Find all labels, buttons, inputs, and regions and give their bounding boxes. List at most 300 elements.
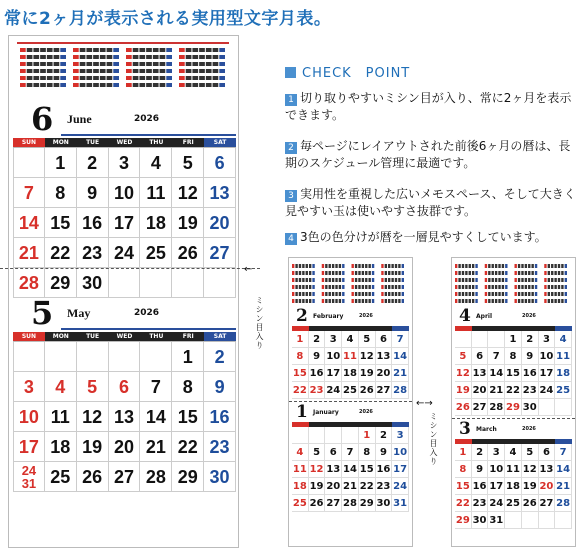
mini-day-mark	[355, 278, 357, 282]
day-cell: 10	[13, 402, 45, 432]
mini-day-mark	[475, 299, 477, 303]
day-cell: 17	[109, 208, 141, 238]
mini-day-mark	[565, 292, 567, 296]
mini-day-mark	[465, 292, 467, 296]
mini-day-mark	[472, 285, 474, 289]
month-year: 2026	[522, 313, 536, 319]
mini-day-mark	[133, 69, 139, 73]
day-cell: 12	[522, 461, 539, 478]
mini-day-mark	[206, 48, 212, 52]
mini-day-mark	[395, 264, 397, 268]
mini-day-mark	[126, 48, 132, 52]
day-cell: 4	[555, 331, 572, 348]
day-cell: 12	[77, 402, 109, 432]
mini-day-mark	[551, 278, 553, 282]
mini-day-mark	[206, 55, 212, 59]
mini-day-mark	[213, 55, 219, 59]
mini-day-mark	[73, 76, 79, 80]
mini-day-mark	[518, 299, 520, 303]
mini-day-mark	[355, 285, 357, 289]
mini-day-mark	[505, 292, 507, 296]
day-cell: 3	[392, 427, 409, 444]
may-panel	[9, 294, 240, 492]
mini-day-mark	[60, 55, 66, 59]
mini-day-mark	[521, 292, 523, 296]
mini-day-mark	[402, 278, 404, 282]
mini-day-mark	[558, 264, 560, 268]
day-cell: 4	[140, 148, 172, 178]
day-cell: 15	[455, 478, 472, 495]
mini-day-mark	[518, 292, 520, 296]
day-cell: 26	[359, 382, 376, 399]
mini-day-mark	[292, 278, 294, 282]
mini-day-mark	[368, 292, 370, 296]
mini-day-mark	[388, 285, 390, 289]
mini-day-mark	[495, 271, 497, 275]
mini-day-mark	[80, 62, 86, 66]
mini-day-mark	[166, 55, 172, 59]
day-cell: 14	[342, 461, 359, 478]
mini-day-mark	[551, 271, 553, 275]
mini-day-mark	[113, 69, 119, 73]
mini-day-mark	[312, 299, 314, 303]
mini-day-mark	[381, 278, 383, 282]
day-cell: 13	[376, 348, 393, 365]
mini-day-mark	[565, 278, 567, 282]
mini-day-mark	[395, 278, 397, 282]
mini-day-mark	[153, 83, 159, 87]
mini-day-mark	[472, 292, 474, 296]
item-number: 3	[285, 190, 297, 202]
mini-day-mark	[133, 62, 139, 66]
day-cell: 25	[342, 382, 359, 399]
mini-day-mark	[535, 299, 537, 303]
day-cell	[140, 268, 172, 298]
day-cell: 15	[292, 365, 309, 382]
mini-day-mark	[306, 264, 308, 268]
mini-day-mark	[554, 264, 556, 268]
mini-day-mark	[47, 76, 53, 80]
mini-day-mark	[80, 55, 86, 59]
mini-day-mark	[153, 48, 159, 52]
mini-day-mark	[295, 271, 297, 275]
mini-day-mark	[462, 264, 464, 268]
mini-day-mark	[60, 62, 66, 66]
weekday-label: FRI	[172, 138, 204, 147]
mini-day-mark	[565, 264, 567, 268]
day-cell: 16	[472, 478, 489, 495]
mini-day-mark	[398, 278, 400, 282]
day-cell: 27	[204, 238, 236, 268]
mini-day-mark	[381, 299, 383, 303]
mini-day-mark	[33, 83, 39, 87]
mini-day-mark	[362, 278, 364, 282]
mini-day-mark	[335, 285, 337, 289]
mini-day-mark	[548, 292, 550, 296]
day-cell: 24	[325, 382, 342, 399]
month-year: 2026	[134, 308, 160, 318]
mini-day-mark	[213, 83, 219, 87]
mini-day-mark	[531, 271, 533, 275]
mini-day-mark	[342, 299, 344, 303]
mini-day-mark	[20, 69, 26, 73]
june-grid	[13, 147, 236, 298]
day-cell: 14	[392, 348, 409, 365]
day-cell: 7	[555, 444, 572, 461]
mini-day-mark	[54, 69, 60, 73]
mini-day-mark	[292, 285, 294, 289]
day-cell: 19	[522, 478, 539, 495]
item-text: 切り取りやすいミシン目が入り、常に2ヶ月を表示できます。	[285, 91, 572, 122]
weekday-label: SAT	[204, 332, 236, 341]
day-cell: 5	[455, 348, 472, 365]
day-cell: 26	[77, 462, 109, 492]
day-cell	[172, 268, 204, 298]
mini-day-mark	[355, 292, 357, 296]
square-icon	[285, 67, 296, 78]
day-cell: 8	[359, 444, 376, 461]
mini-day-mark	[458, 264, 460, 268]
mini-day-mark	[100, 69, 106, 73]
mini-day-mark	[565, 299, 567, 303]
mini-day-mark	[488, 264, 490, 268]
mini-day-mark	[339, 299, 341, 303]
mini-day-mark	[502, 271, 504, 275]
mini-day-mark	[20, 83, 26, 87]
month-name: June	[67, 112, 92, 126]
mini-day-mark	[80, 83, 86, 87]
mini-day-mark	[554, 278, 556, 282]
day-cell: 22	[505, 382, 522, 399]
mini-day-mark	[554, 292, 556, 296]
mini-day-mark	[515, 278, 517, 282]
mini-day-mark	[219, 83, 225, 87]
mini-day-mark	[325, 271, 327, 275]
mini-day-mark	[388, 278, 390, 282]
day-cell: 24	[392, 478, 409, 495]
mini-day-mark	[362, 285, 364, 289]
mini-day-mark	[302, 285, 304, 289]
day-cell: 30	[204, 462, 236, 492]
mini-day-mark	[332, 264, 334, 268]
mini-day-mark	[199, 62, 205, 66]
mini-day-mark	[561, 271, 563, 275]
mini-day-mark	[192, 55, 198, 59]
day-cell	[77, 342, 109, 372]
mini-day-mark	[86, 48, 92, 52]
mini-day-mark	[395, 285, 397, 289]
mini-day-mark	[475, 285, 477, 289]
mini-day-mark	[295, 264, 297, 268]
day-cell: 23	[522, 382, 539, 399]
weekday-label: MON	[45, 332, 77, 341]
day-cell: 3	[539, 331, 556, 348]
mini-day-mark	[485, 292, 487, 296]
month-number: 2	[296, 306, 308, 326]
day-cell: 19	[359, 365, 376, 382]
day-cell: 21	[555, 478, 572, 495]
day-cell: 7	[488, 348, 505, 365]
mini-day-mark	[295, 292, 297, 296]
mini-day-mark	[86, 69, 92, 73]
day-cell: 7	[342, 444, 359, 461]
mini-day-mark	[395, 299, 397, 303]
day-cell: 5	[359, 331, 376, 348]
day-cell: 22	[45, 238, 77, 268]
mini-day-mark	[332, 292, 334, 296]
mini-day-mark	[515, 271, 517, 275]
day-cell	[45, 342, 77, 372]
mini-day-mark	[561, 278, 563, 282]
mini-day-mark	[47, 55, 53, 59]
april-panel	[452, 308, 575, 416]
mini-day-mark	[100, 76, 106, 80]
mini-day-mark	[465, 278, 467, 282]
mini-day-mark	[385, 292, 387, 296]
day-cell	[522, 512, 539, 529]
mini-day-mark	[186, 48, 192, 52]
mini-day-mark	[498, 271, 500, 275]
mini-day-mark	[485, 271, 487, 275]
mini-day-mark	[505, 278, 507, 282]
mini-day-mark	[544, 278, 546, 282]
mini-day-mark	[558, 292, 560, 296]
mini-day-mark	[525, 264, 527, 268]
day-cell: 10	[488, 461, 505, 478]
mini-day-mark	[391, 299, 393, 303]
item-text: 実用性を重視した広いメモスペース、そして大きく見やすい玉は使いやすさ抜群です。	[285, 187, 576, 218]
mini-day-mark	[495, 299, 497, 303]
mini-day-mark	[495, 264, 497, 268]
day-cell: 20	[204, 208, 236, 238]
mini-day-mark	[295, 278, 297, 282]
mini-day-mark	[86, 83, 92, 87]
weekday-label: TUE	[77, 138, 109, 147]
mini-day-mark	[385, 285, 387, 289]
day-cell: 12	[172, 178, 204, 208]
mini-day-mark	[160, 48, 166, 52]
mini-day-mark	[372, 292, 374, 296]
item-number: 2	[285, 142, 297, 154]
mini-day-mark	[179, 69, 185, 73]
mini-day-mark	[80, 48, 86, 52]
mini-day-mark	[365, 271, 367, 275]
mini-day-mark	[309, 292, 311, 296]
mini-day-mark	[306, 299, 308, 303]
day-cell: 1	[359, 427, 376, 444]
mini-day-mark	[402, 299, 404, 303]
mini-day-mark	[488, 278, 490, 282]
mini-day-mark	[391, 264, 393, 268]
mini-day-mark	[113, 62, 119, 66]
day-cell: 22	[172, 432, 204, 462]
mini-day-mark	[528, 292, 530, 296]
mini-day-mark	[465, 299, 467, 303]
day-cell	[204, 268, 236, 298]
weekday-label: SUN	[13, 138, 45, 147]
mini-calendars-svg	[452, 258, 571, 306]
mini-day-mark	[54, 62, 60, 66]
january-grid	[292, 427, 409, 512]
mini-day-mark	[133, 83, 139, 87]
mini-day-mark	[329, 299, 331, 303]
mini-day-mark	[352, 264, 354, 268]
mini-day-mark	[139, 76, 145, 80]
mini-day-mark	[166, 48, 172, 52]
month-name: April	[476, 313, 493, 320]
day-cell: 11	[140, 178, 172, 208]
month-year: 2026	[134, 114, 160, 124]
mini-day-mark	[458, 271, 460, 275]
mini-day-mark	[306, 271, 308, 275]
day-cell: 24	[109, 238, 141, 268]
mini-day-mark	[365, 299, 367, 303]
mini-day-mark	[335, 299, 337, 303]
mini-calendars-graphic	[452, 258, 575, 308]
mini-day-mark	[455, 278, 457, 282]
mini-day-mark	[469, 264, 471, 268]
item-text: 毎ページにレイアウトされた前後6ヶ月の暦は、長期のスケジュール管理に最適です。	[285, 139, 571, 170]
day-cell: 6	[539, 444, 556, 461]
mini-day-mark	[561, 285, 563, 289]
mini-day-mark	[213, 76, 219, 80]
mini-day-mark	[27, 62, 33, 66]
mini-day-mark	[502, 264, 504, 268]
mini-day-mark	[518, 264, 520, 268]
mini-day-mark	[398, 285, 400, 289]
day-cell: 22	[359, 478, 376, 495]
day-cell	[472, 331, 489, 348]
mini-day-mark	[139, 83, 145, 87]
day-cell: 3	[325, 331, 342, 348]
mini-day-mark	[458, 299, 460, 303]
mini-day-mark	[358, 278, 360, 282]
mini-day-mark	[355, 271, 357, 275]
mini-day-mark	[355, 299, 357, 303]
day-cell: 8	[292, 348, 309, 365]
mini-day-mark	[206, 69, 212, 73]
mini-day-mark	[133, 48, 139, 52]
day-cell: 16	[376, 461, 393, 478]
mini-day-mark	[368, 299, 370, 303]
day-cell: 13	[539, 461, 556, 478]
mini-day-mark	[302, 292, 304, 296]
mini-day-mark	[544, 285, 546, 289]
mini-day-mark	[179, 83, 185, 87]
mini-day-mark	[365, 292, 367, 296]
day-cell: 3	[13, 372, 45, 402]
item-text: 3色の色分けが暦を一層見やすくしています。	[300, 230, 547, 244]
day-cell: 13	[325, 461, 342, 478]
mini-day-mark	[335, 292, 337, 296]
day-cell: 21	[392, 365, 409, 382]
day-cell: 17	[13, 432, 45, 462]
day-cell: 23	[204, 432, 236, 462]
mini-day-mark	[139, 48, 145, 52]
mini-day-mark	[93, 62, 99, 66]
mini-day-mark	[27, 48, 33, 52]
mini-day-mark	[113, 55, 119, 59]
day-cell: 18	[342, 365, 359, 382]
mini-day-mark	[554, 285, 556, 289]
day-cell: 6	[325, 444, 342, 461]
day-cell: 28	[13, 268, 45, 298]
mini-day-mark	[365, 285, 367, 289]
mini-day-mark	[388, 299, 390, 303]
mini-day-mark	[166, 83, 172, 87]
day-cell: 23	[309, 382, 326, 399]
weekday-label: SAT	[204, 138, 236, 147]
mini-day-mark	[368, 285, 370, 289]
mini-day-mark	[352, 285, 354, 289]
mini-day-mark	[498, 299, 500, 303]
mini-day-mark	[395, 271, 397, 275]
mini-day-mark	[139, 69, 145, 73]
mini-day-mark	[199, 48, 205, 52]
mini-day-mark	[548, 285, 550, 289]
mini-day-mark	[458, 278, 460, 282]
mini-day-mark	[322, 285, 324, 289]
mini-day-mark	[521, 271, 523, 275]
day-cell: 30	[522, 399, 539, 416]
mini-day-mark	[521, 299, 523, 303]
mini-day-mark	[325, 278, 327, 282]
day-cell: 7	[140, 372, 172, 402]
mini-day-mark	[133, 76, 139, 80]
mini-day-mark	[385, 264, 387, 268]
mini-day-mark	[485, 299, 487, 303]
mini-day-mark	[312, 285, 314, 289]
day-cell: 28	[342, 495, 359, 512]
day-cell: 16	[77, 208, 109, 238]
mini-day-mark	[498, 292, 500, 296]
mini-day-mark	[395, 292, 397, 296]
mini-day-mark	[342, 278, 344, 282]
day-cell: 16	[522, 365, 539, 382]
mini-day-mark	[186, 83, 192, 87]
day-cell: 25	[45, 462, 77, 492]
day-cell: 9	[522, 348, 539, 365]
mini-day-mark	[213, 48, 219, 52]
mini-day-mark	[528, 299, 530, 303]
mini-day-mark	[322, 271, 324, 275]
mini-day-mark	[325, 264, 327, 268]
mini-day-mark	[335, 278, 337, 282]
day-cell: 19	[77, 432, 109, 462]
mini-day-mark	[548, 299, 550, 303]
mini-day-mark	[295, 299, 297, 303]
checkpoint-item	[285, 229, 580, 246]
mini-day-mark	[219, 69, 225, 73]
mini-day-mark	[199, 69, 205, 73]
mini-day-mark	[325, 299, 327, 303]
mini-day-mark	[521, 278, 523, 282]
mini-day-mark	[325, 285, 327, 289]
day-cell: 23	[376, 478, 393, 495]
day-cell: 29	[455, 512, 472, 529]
mini-day-mark	[339, 285, 341, 289]
day-cell: 6	[109, 372, 141, 402]
mini-day-mark	[299, 264, 301, 268]
mini-day-mark	[355, 264, 357, 268]
mini-day-mark	[551, 299, 553, 303]
mini-day-mark	[206, 83, 212, 87]
mini-day-mark	[548, 264, 550, 268]
may-grid	[13, 341, 236, 492]
mini-day-mark	[332, 271, 334, 275]
day-cell: 20	[325, 478, 342, 495]
mini-day-mark	[40, 76, 46, 80]
